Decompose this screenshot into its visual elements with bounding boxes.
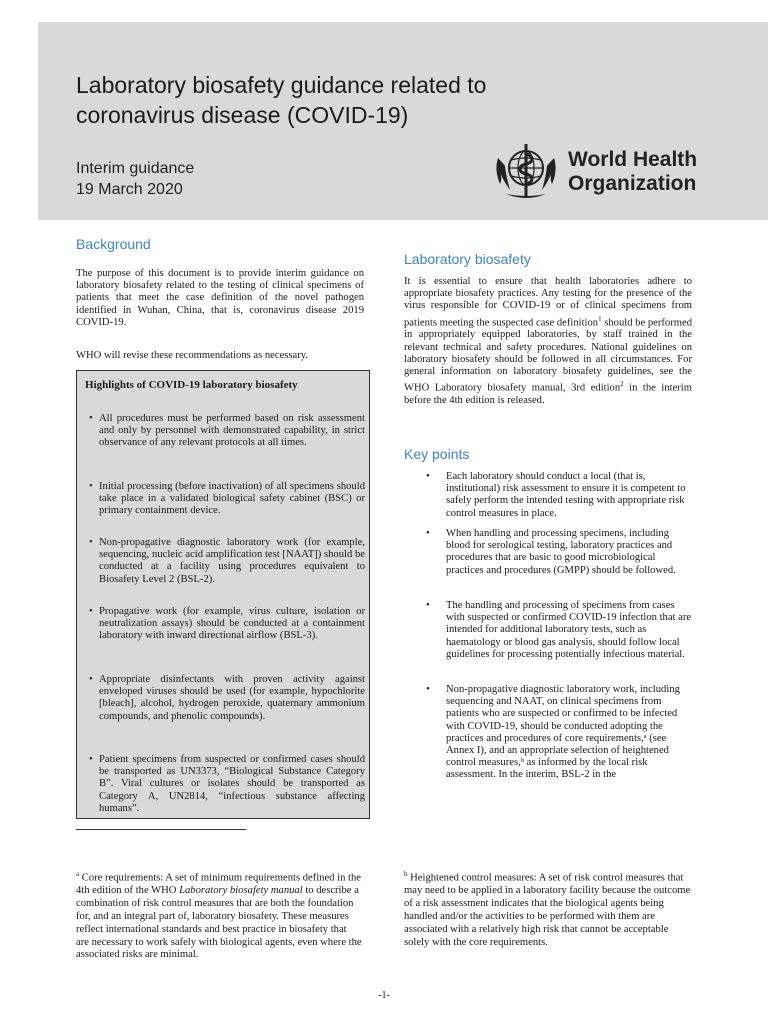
highlights-box [76,370,370,819]
document-date: 19 March 2020 [76,181,183,198]
who-logo [492,140,702,202]
key-points-heading: Key points [404,446,470,462]
highlights-title: Highlights of COVID-19 laboratory biosafety [85,379,298,391]
background-paragraph: The purpose of this document is to provide interim guidance on laboratory biosafety related to the testing of clinical specimens of patients that meet the case definition of the novel pathogen identified in Wuhan, China, that is, coronavirus disease 2019 COVID-19. [76,268,364,328]
footnote-separator [76,829,246,830]
key-point-item: • Non-propagative diagnostic laboratory work, including sequencing and NAAT, on clinical specimens from patients who are suspected or confirmed to be infected with COVID-19, should be conducted adopting the practices and procedures of core requirements,ᵃ (see Annex I), and an appropriate selection of heightened control measures,ᵇ as informed by the local risk assessment. In the interim, BSL-2 in the [426,684,680,781]
background-heading: Background [76,236,151,252]
lab-biosafety-heading: Laboratory biosafety [404,251,531,267]
highlight-item: • Patient specimens from suspected or confirmed cases should be transported as UN3373, “Biological Substance Category B”. Viral cultures or isolates should be transported as Category A, UN2814, “infectious substance affecting humans”. [89,754,365,814]
document-subtitle: Interim guidance [76,160,195,177]
highlight-item: • All procedures must be performed based on risk assessment and only by personnel with demonstrated capability, in strict observance of any relevant protocols at all times. [89,413,365,449]
key-point-item: • Each laboratory should conduct a local (that is, institutional) risk assessment to ensure it is competent to safely perform the intended testing with appropriate risk control measures in place. [426,471,686,519]
footnote-a: $^a$ Core requirements: A set of minimum requirements defined in the 4th edition of the WHO Laboratory biosafety manual to describe a combination of risk control measures that are both the foundation for, and an integral part of, laboratory biosafety. These measures reflect international standards and best practice in biosafety that are necessary to work safely with biological agents, even where the associated risks are minimal. [76,870,362,961]
highlight-item: • Non-propagative diagnostic laboratory work (for example, sequencing, nucleic acid amplification test [NAAT]) should be conducted at a facility using procedures equivalent to Biosafety Level 2 (BSL-2). [89,537,365,585]
lab-biosafety-paragraph: It is essential to ensure that health laboratories adhere to appropriate biosafety practices. Any testing for the presence of the virus responsible for COVID-19 or of clinical specimens from patients meeting the suspected case definition$^1$ should be performed in appropriately equipped laboratories, by staff trained in the relevant technical and safety procedures. National guidelines on laboratory biosafety should be followed in all circumstances. For general information on laboratory biosafety guidelines, see the WHO Laboratory biosafety manual, 3rd edition$^2$ in the interim before the 4th edition is released. [404,276,692,406]
highlight-item: • Appropriate disinfectants with proven activity against enveloped viruses should be used (for example, hypochlorite [bleach], alcohol, hydrogen peroxide, quaternary ammonium compounds, and phenolic compounds). [89,674,365,722]
highlight-item: • Propagative work (for example, virus culture, isolation or neutralization assays) should be conducted at a containment laboratory with inward directional airflow (BSL-3). [89,606,365,642]
footnote-b: $^b$ Heightened control measures: A set of risk control measures that may need to be applied in a laboratory facility because the outcome of a risk assessment indicates that the biological agents being handled and/or the activities to be performed with them are associated with a relatively high risk that cannot be acceptable solely with the core requirements. [404,870,691,948]
who-emblem-icon [492,140,560,202]
who-wordmark: World Health Organization [568,148,698,195]
revision-note: WHO will revise these recommendations as necessary. [76,350,309,361]
key-point-item: • When handling and processing specimens, including blood for serological testing, laboratory practices and procedures that are basic to good microbiological practices and procedures (GMPP) should be followed. [426,528,676,576]
key-point-item: • The handling and processing of specimens from cases with suspected or confirmed COVID-19 infection that are intended for additional laboratory tests, such as haematology or blood gas analysis, should follow local guidelines for processing potentially infectious material. [426,600,692,660]
highlight-item: • Initial processing (before inactivation) of all specimens should take place in a validated biological safety cabinet (BSC) or primary containment device. [89,481,365,517]
document-title: Laboratory biosafety guidance related to coronavirus disease (COVID-19) [76,72,487,128]
page-number: -1- [378,990,390,1001]
